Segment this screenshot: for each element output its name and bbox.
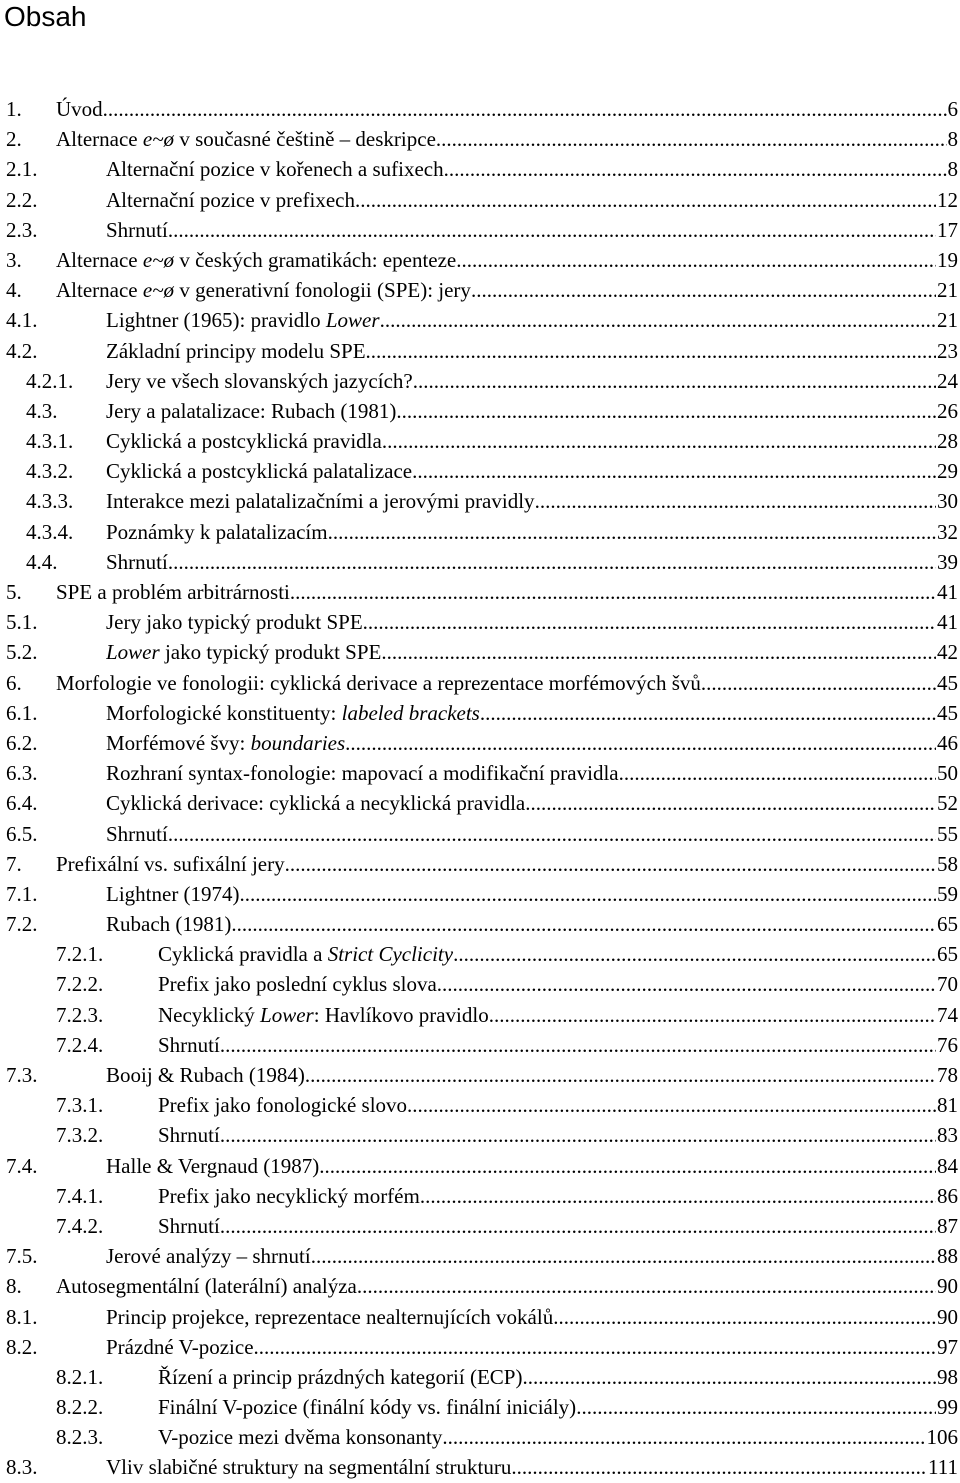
- toc-entry[interactable]: [0, 788, 960, 818]
- dot-leader: [305, 1060, 936, 1090]
- toc-entry-page-number: 88: [937, 1244, 958, 1269]
- toc-entry-page-number: 42: [937, 640, 958, 665]
- toc-entry-number: 8.2.: [6, 1334, 38, 1359]
- dot-leader: [480, 698, 936, 728]
- toc-entry-page-number: 74: [937, 1002, 958, 1027]
- toc-entry[interactable]: [0, 1241, 960, 1271]
- toc-entry-number: 3.: [6, 247, 22, 272]
- toc-entry[interactable]: [0, 1000, 960, 1030]
- toc-entry-page-number: 98: [937, 1364, 958, 1389]
- dot-leader: [511, 1452, 927, 1482]
- toc-entry-title: Prefix jako poslední cyklus slova: [158, 972, 437, 997]
- toc-entry[interactable]: [0, 969, 960, 999]
- toc-entry[interactable]: [0, 305, 960, 335]
- toc-entry-page-number: 21: [937, 278, 958, 303]
- toc-entry-page-number: 65: [937, 912, 958, 937]
- toc-entry-page-number: 111: [928, 1455, 958, 1480]
- toc-entry[interactable]: [0, 819, 960, 849]
- toc-entry-number: 4.4.: [26, 549, 58, 574]
- dot-leader: [453, 939, 936, 969]
- toc-entry-number: 6.3.: [6, 761, 38, 786]
- toc-entry-page-number: 41: [937, 610, 958, 635]
- toc-entry-number: 7.3.2.: [56, 1123, 104, 1148]
- toc-entry[interactable]: [0, 486, 960, 516]
- toc-entry-title: Shrnutí: [158, 1213, 220, 1238]
- toc-entry-number: 8.2.2.: [56, 1395, 104, 1420]
- toc-entry-page-number: 83: [937, 1123, 958, 1148]
- toc-entry-number: 5.1.: [6, 610, 38, 635]
- dot-leader: [535, 486, 936, 516]
- dot-leader: [366, 336, 936, 366]
- dot-leader: [619, 758, 936, 788]
- toc-entry-title: V-pozice mezi dvěma konsonanty: [158, 1425, 443, 1450]
- toc-entry-title: Lower jako typický produkt SPE: [106, 640, 382, 665]
- toc-entry[interactable]: [0, 849, 960, 879]
- dot-leader: [382, 426, 936, 456]
- toc-entry-title: Halle & Vergnaud (1987): [106, 1153, 320, 1178]
- dot-leader: [319, 1151, 936, 1181]
- toc-entry-number: 2.2.: [6, 187, 38, 212]
- toc-entry-number: 7.4.1.: [56, 1183, 104, 1208]
- toc-entry-number: 4.3.3.: [26, 489, 74, 514]
- dot-leader: [254, 1332, 936, 1362]
- dot-leader: [231, 909, 936, 939]
- toc-entry[interactable]: [0, 577, 960, 607]
- dot-leader: [168, 819, 936, 849]
- toc-entry[interactable]: [0, 668, 960, 698]
- toc-entry-title: Princip projekce, reprezentace nealternujících vokálů: [106, 1304, 554, 1329]
- toc-entry-number: 8.1.: [6, 1304, 38, 1329]
- toc-entry-number: 7.2.3.: [56, 1002, 104, 1027]
- toc-entry-title: Poznámky k palatalizacím: [106, 519, 328, 544]
- toc-entry-number: 7.2.4.: [56, 1032, 104, 1057]
- toc-entry-page-number: 6: [947, 97, 958, 121]
- toc-entry[interactable]: [0, 124, 960, 154]
- toc-entry-page-number: 59: [937, 881, 958, 906]
- toc-entry-title: Jery jako typický produkt SPE: [106, 610, 363, 635]
- toc-entry-page-number: 41: [937, 580, 958, 604]
- toc-entry-page-number: 28: [937, 429, 958, 454]
- toc-entry-page-number: 97: [937, 1334, 958, 1359]
- toc-entry-page-number: 8: [947, 157, 958, 182]
- toc-entry[interactable]: [0, 698, 960, 728]
- toc-entry-title: Jerové analýzy – shrnutí: [106, 1244, 311, 1269]
- dot-leader: [240, 879, 936, 909]
- dot-leader: [396, 396, 936, 426]
- toc-entry-title: Morfologické konstituenty: labeled brackets: [106, 700, 480, 725]
- toc-entry-page-number: 46: [937, 730, 958, 755]
- toc-entry-page-number: 50: [937, 761, 958, 786]
- dot-leader: [220, 1030, 936, 1060]
- toc-entry-page-number: 30: [937, 489, 958, 514]
- toc-entry[interactable]: [0, 1332, 960, 1362]
- toc-entry-page-number: 87: [937, 1213, 958, 1238]
- toc-entry-title: Necyklický Lower: Havlíkovo pravidlo: [158, 1002, 489, 1027]
- dot-leader: [168, 547, 936, 577]
- toc-entry-title: Cyklická a postcyklická pravidla: [106, 429, 382, 454]
- toc-entry[interactable]: [0, 547, 960, 577]
- toc-entry-title: Alternační pozice v prefixech: [106, 187, 355, 212]
- toc-entry-number: 8.2.3.: [56, 1425, 104, 1450]
- toc-entry-title: Vliv slabičné struktury na segmentální strukturu: [106, 1455, 512, 1480]
- toc-entry[interactable]: [0, 1302, 960, 1332]
- toc-entry-title: Finální V-pozice (finální kódy vs. finální iniciály): [158, 1395, 577, 1420]
- toc-entry[interactable]: [0, 154, 960, 184]
- toc-entry-title: Prefixální vs. sufixální jery: [56, 851, 285, 876]
- toc-entry-page-number: 45: [937, 670, 958, 695]
- toc-entry-number: 5.: [6, 580, 22, 604]
- toc-entry-page-number: 58: [937, 851, 958, 876]
- page-title: Obsah: [4, 1, 87, 32]
- dot-leader: [357, 1271, 936, 1301]
- toc-entry[interactable]: [0, 879, 960, 909]
- toc-entry-title: Morfémové švy: boundaries: [106, 730, 346, 755]
- toc-entry-title: Shrnutí: [106, 821, 168, 846]
- toc-entry-page-number: 81: [937, 1093, 958, 1118]
- toc-entry[interactable]: [0, 215, 960, 245]
- toc-entry-page-number: 65: [937, 942, 958, 967]
- toc-entry[interactable]: [0, 94, 960, 124]
- dot-leader: [412, 456, 936, 486]
- toc-entry[interactable]: [0, 456, 960, 486]
- toc-entry-page-number: 70: [937, 972, 958, 997]
- toc-entry-page-number: 106: [926, 1425, 958, 1450]
- dot-leader: [328, 517, 936, 547]
- toc-entry-number: 1.: [6, 97, 22, 121]
- toc-entry-page-number: 29: [937, 459, 958, 484]
- toc-entry-number: 4.3.1.: [26, 429, 74, 454]
- toc-entry-number: 7.1.: [6, 881, 38, 906]
- toc-entry-title: Alternace e~ø v generativní fonologii (SPE): jery: [56, 278, 471, 303]
- toc-entry-number: 6.: [6, 670, 22, 695]
- toc-entry[interactable]: [0, 909, 960, 939]
- toc-entry-page-number: 17: [937, 217, 958, 242]
- dot-leader: [285, 849, 936, 879]
- toc-entry-title: Booij & Rubach (1984): [106, 1063, 305, 1087]
- toc-entry[interactable]: [0, 336, 960, 366]
- toc-entry-title: Cyklická a postcyklická palatalizace: [106, 459, 413, 484]
- toc-entry[interactable]: [0, 1030, 960, 1060]
- dot-leader: [553, 1302, 936, 1332]
- toc-entry-number: 7.4.: [6, 1153, 38, 1178]
- toc-entry-number: 4.3.: [26, 398, 58, 423]
- dot-leader: [381, 637, 936, 667]
- toc-entry-title: Lightner (1965): pravidlo Lower: [106, 308, 380, 333]
- dot-leader: [471, 275, 936, 305]
- dot-leader: [436, 124, 947, 154]
- toc-entry-page-number: 52: [937, 791, 958, 816]
- toc-entry-number: 7.2.2.: [56, 972, 104, 997]
- toc-entry[interactable]: [0, 1452, 960, 1482]
- toc-entry-number: 4.3.2.: [26, 459, 74, 484]
- toc-entry-number: 7.3.1.: [56, 1093, 104, 1118]
- dot-leader: [311, 1241, 936, 1271]
- toc-entry-title: Shrnutí: [106, 217, 168, 242]
- toc-entry[interactable]: [0, 185, 960, 215]
- toc-entry[interactable]: [0, 1422, 960, 1452]
- toc-entry-page-number: 84: [937, 1153, 958, 1178]
- dot-leader: [220, 1120, 936, 1150]
- toc-entry-number: 7.: [6, 851, 22, 876]
- dot-leader: [489, 1000, 936, 1030]
- toc-entry-page-number: 86: [937, 1183, 958, 1208]
- toc-entry-title: Alternace e~ø v současné češtině – deskripce: [56, 127, 436, 152]
- dot-leader: [522, 1362, 936, 1392]
- dot-leader: [363, 607, 936, 637]
- toc-entry-title: Shrnutí: [158, 1123, 220, 1148]
- toc-entry-title: SPE a problém arbitrárnosti: [56, 580, 290, 604]
- toc-entry-title: Základní principy modelu SPE: [106, 338, 366, 363]
- toc-entry-number: 5.2.: [6, 640, 38, 665]
- toc-entry-page-number: 26: [937, 398, 958, 423]
- toc-entry-number: 6.4.: [6, 791, 38, 816]
- toc-entry-number: 6.2.: [6, 730, 38, 755]
- toc-entry-title: Alternace e~ø v českých gramatikách: epenteze: [56, 247, 457, 272]
- toc-entry-title: Jery ve všech slovanských jazycích?: [106, 368, 413, 393]
- toc-entry-page-number: 8: [947, 127, 958, 152]
- toc-entry[interactable]: [0, 728, 960, 758]
- dot-leader: [701, 668, 936, 698]
- toc-entry-page-number: 32: [937, 519, 958, 544]
- toc-entry-page-number: 45: [937, 700, 958, 725]
- toc-entry-page-number: 21: [937, 308, 958, 333]
- toc-entry-number: 2.1.: [6, 157, 38, 182]
- toc-entry-title: Prázdné V-pozice: [106, 1334, 254, 1359]
- toc-entry-title: Řízení a princip prázdných kategorií (ECP): [158, 1364, 523, 1389]
- toc-entry-number: 4.1.: [6, 308, 38, 333]
- toc-entry[interactable]: [0, 1151, 960, 1181]
- toc-entry-title: Jery a palatalizace: Rubach (1981): [106, 398, 397, 423]
- dot-leader: [407, 1090, 936, 1120]
- toc-entry-number: 6.1.: [6, 700, 38, 725]
- toc-entry-number: 2.: [6, 127, 22, 152]
- dot-leader: [220, 1211, 936, 1241]
- toc-entry[interactable]: [0, 517, 960, 547]
- toc-entry[interactable]: [0, 275, 960, 305]
- table-of-contents: [0, 94, 960, 1483]
- toc-entry[interactable]: [0, 1120, 960, 1150]
- toc-entry[interactable]: [0, 607, 960, 637]
- dot-leader: [345, 728, 936, 758]
- toc-entry[interactable]: [0, 1362, 960, 1392]
- toc-entry-page-number: 90: [937, 1274, 958, 1299]
- toc-entry-title: Autosegmentální (laterální) analýza: [56, 1274, 357, 1299]
- toc-entry-page-number: 39: [937, 549, 958, 574]
- toc-entry[interactable]: [0, 637, 960, 667]
- toc-entry-title: Alternační pozice v kořenech a sufixech: [106, 157, 444, 182]
- toc-entry-title: Interakce mezi palatalizačními a jerovými pravidly: [106, 489, 535, 514]
- dot-leader: [380, 305, 936, 335]
- dot-leader: [103, 94, 947, 124]
- toc-entry-number: 8.2.1.: [56, 1364, 104, 1389]
- dot-leader: [413, 366, 936, 396]
- toc-entry-page-number: 19: [937, 247, 958, 272]
- toc-entry-page-number: 12: [937, 187, 958, 212]
- dot-leader: [437, 969, 936, 999]
- toc-entry-number: 7.2.1.: [56, 942, 104, 967]
- toc-entry-title: Prefix jako necyklický morfém: [158, 1183, 420, 1208]
- toc-entry-number: 7.4.2.: [56, 1213, 104, 1238]
- toc-entry-title: Úvod: [56, 97, 103, 121]
- toc-entry-number: 4.2.: [6, 338, 38, 363]
- toc-entry-page-number: 78: [937, 1063, 958, 1087]
- toc-entry[interactable]: [0, 1090, 960, 1120]
- toc-entry-title: Shrnutí: [106, 549, 168, 574]
- toc-entry-title: Lightner (1974): [106, 881, 240, 906]
- dot-leader: [444, 154, 947, 184]
- dot-leader: [168, 215, 936, 245]
- dot-leader: [456, 245, 936, 275]
- toc-entry[interactable]: [0, 1211, 960, 1241]
- toc-entry[interactable]: [0, 1060, 960, 1090]
- toc-entry-number: 4.2.1.: [26, 368, 74, 393]
- toc-entry-page-number: 55: [937, 821, 958, 846]
- dot-leader: [420, 1181, 936, 1211]
- toc-entry-page-number: 24: [937, 368, 958, 393]
- dot-leader: [442, 1422, 925, 1452]
- toc-entry-number: 2.3.: [6, 217, 38, 242]
- dot-leader: [525, 788, 936, 818]
- toc-entry-title: Morfologie ve fonologii: cyklická derivace a reprezentace morfémových švů: [56, 670, 701, 695]
- dot-leader: [576, 1392, 936, 1422]
- toc-entry-title: Cyklická pravidla a Strict Cyclicity: [158, 942, 454, 967]
- toc-entry-page-number: 90: [937, 1304, 958, 1329]
- toc-entry-number: 4.3.4.: [26, 519, 74, 544]
- toc-entry-title: Rubach (1981): [106, 912, 232, 937]
- toc-entry[interactable]: [0, 245, 960, 275]
- toc-entry[interactable]: [0, 366, 960, 396]
- toc-entry-number: 7.5.: [6, 1244, 38, 1269]
- toc-entry-page-number: 23: [937, 338, 958, 363]
- toc-entry-title: Prefix jako fonologické slovo: [158, 1093, 408, 1118]
- toc-entry-number: 7.3.: [6, 1063, 38, 1087]
- toc-entry-number: 4.: [6, 278, 22, 303]
- toc-entry-page-number: 99: [937, 1395, 958, 1420]
- toc-entry[interactable]: [0, 1392, 960, 1422]
- toc-entry[interactable]: [0, 426, 960, 456]
- toc-entry-number: 8.: [6, 1274, 22, 1299]
- toc-entry-number: 7.2.: [6, 912, 38, 937]
- toc-entry-page-number: 76: [937, 1032, 958, 1057]
- toc-entry[interactable]: [0, 758, 960, 788]
- toc-entry-number: 6.5.: [6, 821, 38, 846]
- toc-entry-title: Shrnutí: [158, 1032, 220, 1057]
- toc-entry[interactable]: [0, 396, 960, 426]
- toc-entry-title: Rozhraní syntax-fonologie: mapovací a modifikační pravidla: [106, 761, 619, 786]
- toc-entry-title: Cyklická derivace: cyklická a necyklická pravidla: [106, 791, 526, 816]
- toc-entry-number: 8.3.: [6, 1455, 38, 1480]
- dot-leader: [290, 577, 936, 607]
- toc-entry[interactable]: [0, 1271, 960, 1301]
- toc-entry[interactable]: [0, 1181, 960, 1211]
- toc-entry[interactable]: [0, 939, 960, 969]
- dot-leader: [355, 185, 936, 215]
